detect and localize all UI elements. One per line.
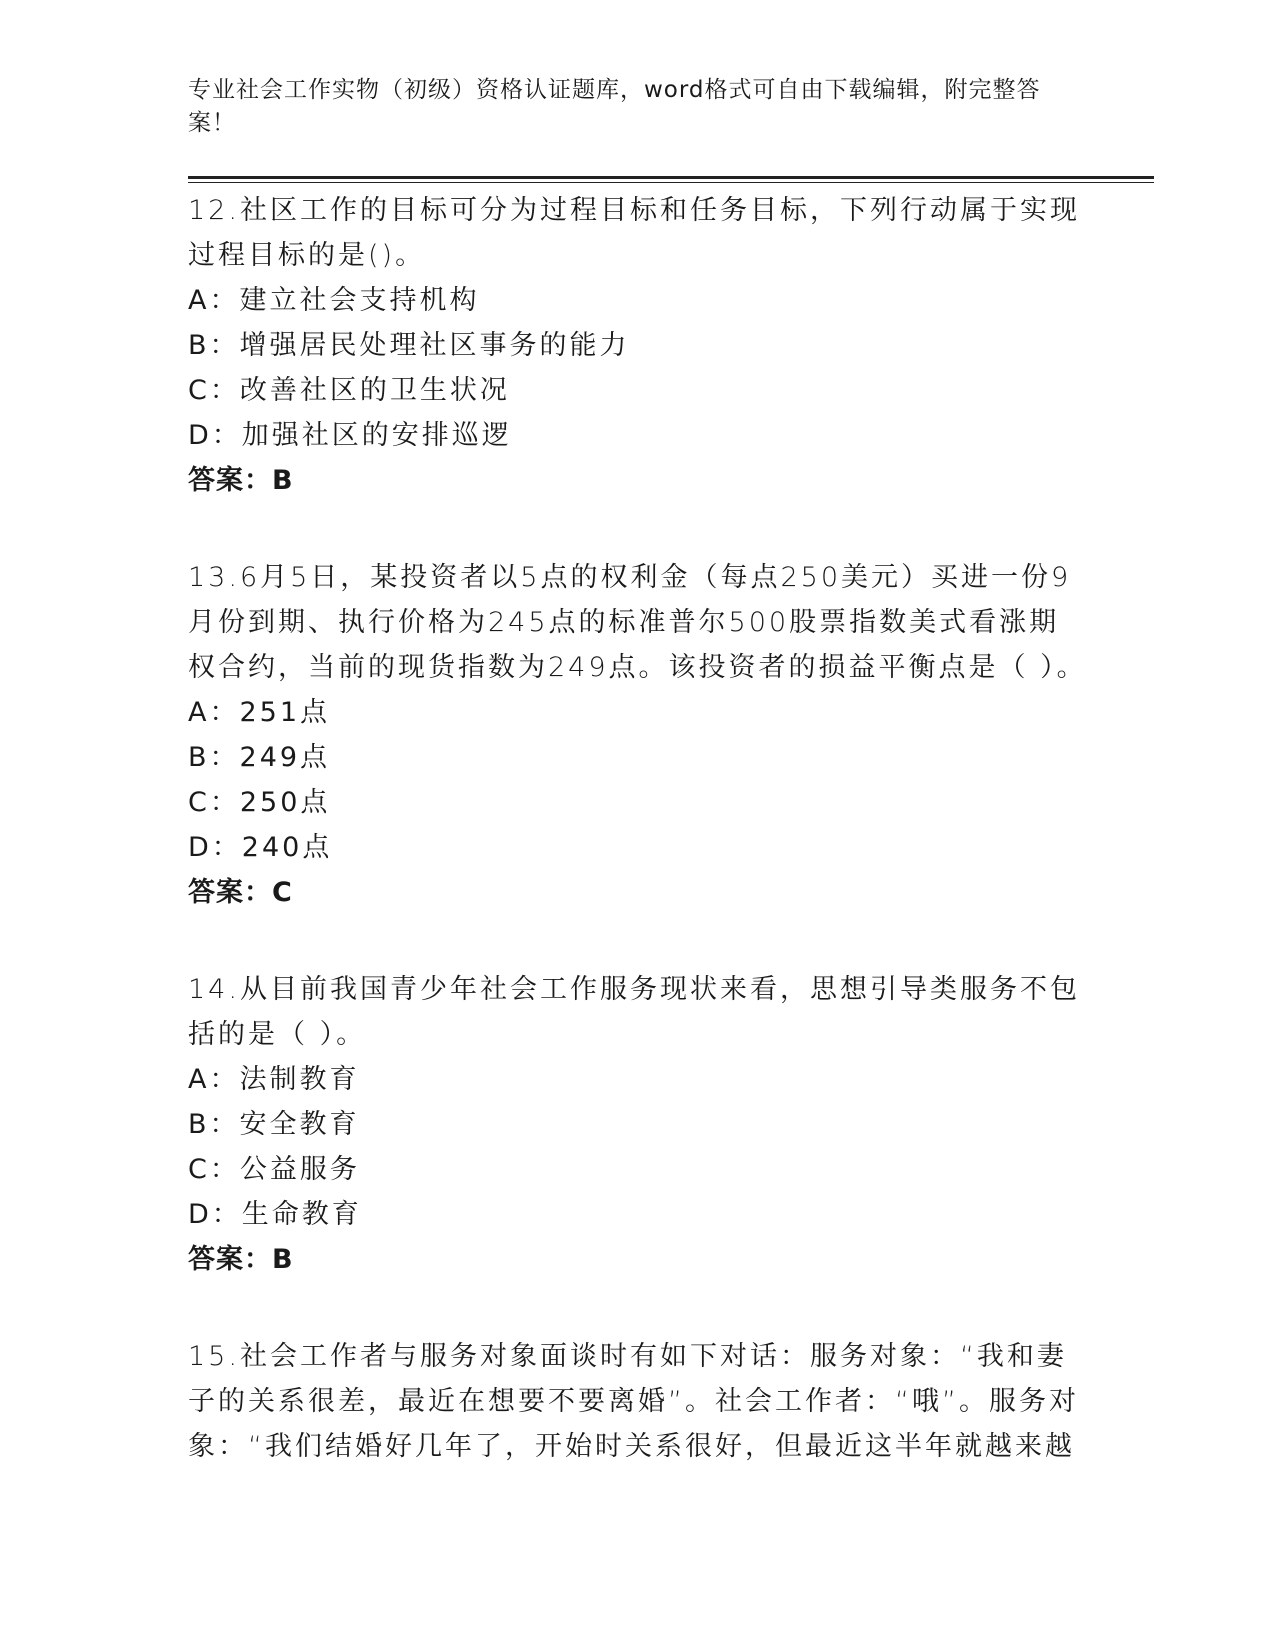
option-c: C：公益服务 bbox=[188, 1154, 360, 1185]
option-b: B：增强居民处理社区事务的能力 bbox=[188, 330, 630, 361]
option-c: C：改善社区的卫生状况 bbox=[188, 375, 510, 406]
header-rule-thick bbox=[188, 176, 1154, 179]
option-b: B：249点 bbox=[188, 742, 331, 773]
answer-line: 答案：B bbox=[188, 1244, 294, 1275]
question-14 bbox=[188, 967, 1088, 1282]
option-d: D：生命教育 bbox=[188, 1199, 362, 1230]
header-rule-thin bbox=[188, 182, 1154, 183]
option-b: B：安全教育 bbox=[188, 1109, 360, 1140]
answer-line: 答案：C bbox=[188, 877, 293, 908]
option-d: D：240点 bbox=[188, 832, 333, 863]
question-stem: 12.社区工作的目标可分为过程目标和任务目标，下列行动属于实现过程目标的是()。 bbox=[188, 195, 1080, 271]
option-c: C：250点 bbox=[188, 787, 331, 818]
question-stem: 14.从目前我国青少年社会工作服务现状来看，思想引导类服务不包括的是（ ）。 bbox=[188, 974, 1080, 1050]
question-list bbox=[188, 188, 1088, 1521]
document-header: 专业社会工作实物（初级）资格认证题库，word格式可自由下载编辑，附完整答案！ bbox=[188, 77, 1041, 136]
question-13 bbox=[188, 555, 1088, 915]
option-a: A：建立社会支持机构 bbox=[188, 285, 480, 316]
question-stem: 13.6月5日，某投资者以5点的权利金（每点250美元）买进一份9月份到期、执行价格为245点的标准普尔500股票指数美式看涨期权合约，当前的现货指数为249点。该投资者的损益平衡点是（ ）。 bbox=[188, 562, 1087, 683]
option-a: A：251点 bbox=[188, 697, 331, 728]
answer-line: 答案：B bbox=[188, 465, 294, 496]
question-12 bbox=[188, 188, 1088, 503]
option-a: A：法制教育 bbox=[188, 1064, 360, 1095]
question-stem: 15.社会工作者与服务对象面谈时有如下对话：服务对象：“我和妻子的关系很差，最近在想要不要离婚”。社会工作者：“哦”。服务对象：“我们结婚好几年了，开始时关系很好，但最近这半年就越来越 bbox=[188, 1341, 1079, 1462]
option-d: D：加强社区的安排巡逻 bbox=[188, 420, 512, 451]
question-15 bbox=[188, 1334, 1088, 1469]
